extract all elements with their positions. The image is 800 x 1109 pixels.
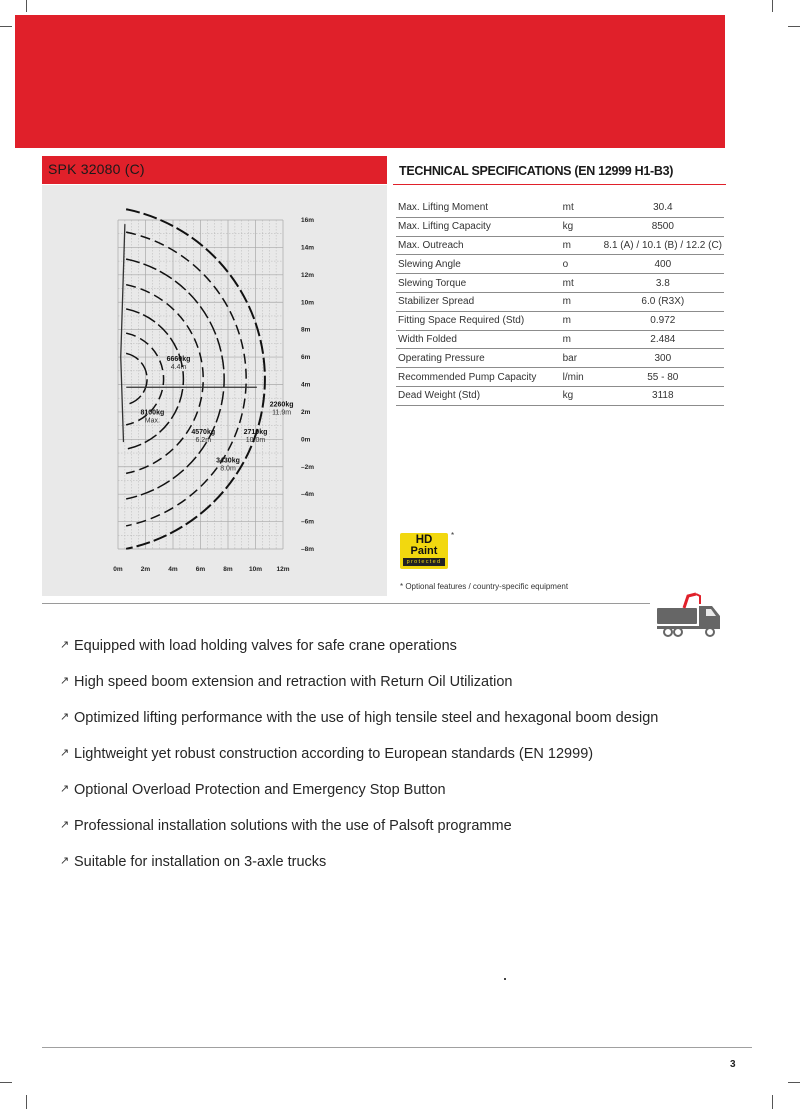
badge-asterisk: * — [451, 531, 455, 540]
spec-label: Operating Pressure — [396, 349, 561, 368]
spec-row — [396, 330, 724, 349]
load-chart-svg — [42, 185, 387, 596]
feature-text: High speed boom extension and retraction with Return Oil Utilization — [74, 674, 513, 690]
hd-paint-badge — [400, 533, 448, 569]
arrow-up-right-icon: ↗ — [60, 675, 70, 687]
feature-item — [60, 638, 658, 674]
badge-line1: HD — [415, 534, 433, 546]
crop-mark — [0, 26, 12, 27]
footnote: * Optional features / country-specific equipment — [400, 582, 569, 591]
spec-row — [396, 236, 724, 255]
y-tick-label: 2m — [301, 408, 311, 416]
spec-value: 55 - 80 — [602, 368, 724, 387]
arrow-up-right-icon: ↗ — [60, 639, 70, 651]
load-value-label: 3430kg — [216, 457, 240, 465]
spec-row — [396, 292, 724, 311]
spec-unit: kg — [561, 386, 602, 405]
stray-dot — [504, 978, 506, 980]
arrow-up-right-icon: ↗ — [60, 783, 70, 795]
spec-table — [396, 199, 724, 406]
spec-value: 2.484 — [602, 330, 724, 349]
feature-text: Optimized lifting performance with the use of high tensile steel and hexagonal boom design — [74, 710, 659, 726]
y-tick-label: 16m — [301, 217, 315, 224]
x-tick-label: 2m — [140, 566, 151, 573]
spec-label: Fitting Space Required (Std) — [396, 311, 561, 330]
crop-mark — [0, 1082, 12, 1083]
spec-row — [396, 311, 724, 330]
crane-boom-outline — [121, 224, 125, 442]
spec-row — [396, 349, 724, 368]
spec-value: 8500 — [602, 217, 724, 236]
spec-value: 0.972 — [602, 311, 724, 330]
y-tick-label: –6m — [301, 518, 315, 526]
spec-value: 300 — [602, 349, 724, 368]
feature-item — [60, 818, 658, 854]
spec-row — [396, 368, 724, 387]
x-tick-label: 6m — [195, 566, 206, 573]
spec-label: Max. Lifting Moment — [396, 199, 561, 217]
badge-line2: Paint — [410, 545, 438, 557]
feature-text: Optional Overload Protection and Emergency Stop Button — [74, 782, 446, 798]
y-tick-label: 0m — [301, 436, 311, 444]
y-tick-label: –4m — [301, 491, 315, 499]
spec-unit: l/min — [561, 368, 602, 387]
crop-mark — [772, 1095, 773, 1109]
section-divider — [42, 603, 650, 604]
load-reach-label: 4.4m — [170, 364, 187, 372]
feature-text: Equipped with load holding valves for safe crane operations — [74, 638, 457, 654]
feature-item — [60, 674, 658, 710]
footer-rule — [42, 1047, 752, 1048]
feature-list — [60, 638, 658, 890]
reach-curve — [126, 209, 265, 549]
crop-mark — [26, 1095, 27, 1109]
x-tick-label: 8m — [223, 566, 233, 573]
load-value-label: 8100kg — [140, 409, 165, 417]
spec-value: 30.4 — [602, 199, 724, 217]
crop-mark — [788, 1082, 800, 1083]
x-tick-label: 4m — [168, 566, 178, 573]
feature-item — [60, 710, 658, 746]
spec-header — [393, 156, 726, 185]
arrow-up-right-icon: ↗ — [60, 819, 70, 831]
feature-item — [60, 782, 658, 818]
crop-mark — [26, 0, 27, 12]
spec-title: TECHNICAL SPECIFICATIONS (EN 12999 H1-B3) — [399, 164, 674, 178]
spec-unit: m — [561, 311, 602, 330]
spec-row — [396, 255, 724, 274]
arrow-up-right-icon: ↗ — [60, 855, 70, 867]
spec-unit: o — [561, 255, 602, 274]
feature-text: Professional installation solutions with the use of Palsoft programme — [74, 818, 512, 834]
spec-label: Width Folded — [396, 330, 561, 349]
y-tick-label: 10m — [301, 299, 315, 307]
spec-row — [396, 386, 724, 405]
arrow-up-right-icon: ↗ — [60, 747, 70, 759]
spec-unit: m — [561, 292, 602, 311]
y-tick-label: 8m — [301, 326, 311, 334]
spec-value: 3.8 — [602, 274, 724, 293]
spec-label: Dead Weight (Std) — [396, 386, 561, 405]
page-number: 3 — [730, 1059, 736, 1070]
spec-value: 400 — [602, 255, 724, 274]
load-chart — [42, 185, 387, 596]
load-value-label: 6660kg — [166, 356, 191, 364]
spec-row — [396, 199, 724, 217]
spec-label: Max. Outreach — [396, 236, 561, 255]
y-tick-label: 6m — [301, 354, 311, 362]
spec-unit: bar — [561, 349, 602, 368]
reach-curve — [126, 259, 224, 499]
y-tick-label: –2m — [301, 463, 315, 471]
x-tick-label: 12m — [276, 566, 290, 573]
spec-label: Slewing Angle — [396, 255, 561, 274]
spec-unit: mt — [561, 274, 602, 293]
spec-label: Recommended Pump Capacity — [396, 368, 561, 387]
x-tick-label: 0m — [113, 566, 123, 573]
load-reach-label: Max. — [144, 417, 160, 425]
load-value-label: 2260kg — [269, 401, 294, 409]
load-reach-label: 8.0m — [220, 465, 236, 473]
y-tick-label: 12m — [301, 271, 315, 279]
spec-value: 8.1 (A) / 10.1 (B) / 12.2 (C) — [602, 236, 724, 255]
spec-unit: kg — [561, 217, 602, 236]
feature-item — [60, 746, 658, 782]
chart-title: SPK 32080 (C) — [48, 161, 145, 177]
spec-value: 6.0 (R3X) — [602, 292, 724, 311]
crop-mark — [788, 26, 800, 27]
spec-label: Max. Lifting Capacity — [396, 217, 561, 236]
reach-curve — [126, 353, 147, 404]
crane-truck-icon — [654, 590, 724, 640]
spec-value: 3118 — [602, 386, 724, 405]
spec-row — [396, 217, 724, 236]
feature-text: Lightweight yet robust construction according to European standards (EN 12999) — [74, 746, 594, 762]
spec-unit: m — [561, 330, 602, 349]
spec-label: Stabilizer Spread — [396, 292, 561, 311]
crop-mark — [772, 0, 773, 12]
spec-unit: m — [561, 236, 602, 255]
spec-label: Slewing Torque — [396, 274, 561, 293]
y-tick-label: –8m — [301, 546, 315, 553]
header-banner — [15, 15, 725, 148]
chart-header — [42, 156, 387, 184]
load-reach-label: 11.9m — [272, 409, 292, 417]
load-value-label: 4570kg — [191, 428, 216, 436]
spec-row — [396, 274, 724, 293]
load-reach-label: 10.0m — [245, 436, 266, 444]
feature-text: Suitable for installation on 3-axle trucks — [74, 854, 327, 870]
x-tick-label: 10m — [248, 566, 263, 573]
arrow-up-right-icon: ↗ — [60, 711, 70, 723]
load-value-label: 2710kg — [243, 428, 268, 436]
feature-item — [60, 854, 658, 890]
y-tick-label: 4m — [301, 381, 311, 389]
spec-unit: mt — [561, 199, 602, 217]
load-reach-label: 6.2m — [195, 436, 212, 444]
y-tick-label: 14m — [301, 244, 315, 252]
badge-line3: protected — [403, 558, 445, 566]
